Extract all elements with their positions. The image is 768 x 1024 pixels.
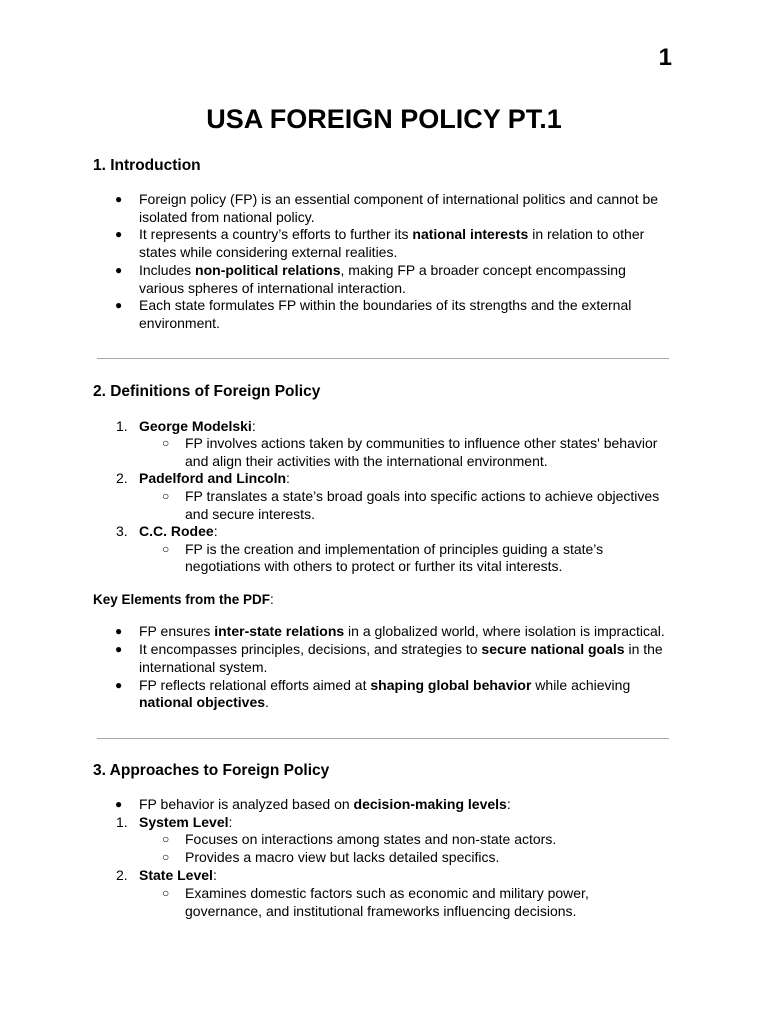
section-heading-definitions: 2. Definitions of Foreign Policy — [93, 383, 321, 400]
definition-3-line-2: negotiations with others to protect or further its vital interests. — [185, 558, 563, 574]
text-run: : — [270, 592, 274, 607]
author-name: C.C. Rodee — [139, 523, 214, 539]
text-run: in the — [624, 641, 663, 657]
section-heading-introduction: 1. Introduction — [93, 157, 201, 174]
text-run: : — [212, 867, 217, 883]
text-run: : — [251, 418, 256, 434]
text-run: FP behavior is analyzed based on — [139, 796, 354, 812]
bold-term: secure national goals — [481, 641, 625, 657]
bold-term: shaping global behavior — [370, 677, 532, 693]
bold-term: non-political relations — [195, 262, 341, 278]
intro-bullet-1-line-2: isolated from national policy. — [139, 209, 315, 225]
circle-marker: ○ — [162, 542, 170, 556]
intro-bullet-1-line-1: Foreign policy (FP) is an essential component of international politics and cannot be — [139, 191, 659, 207]
text-run: : — [506, 796, 511, 812]
list-number: 1. — [116, 814, 128, 830]
bullet-marker: ● — [115, 797, 123, 811]
list-number: 2. — [116, 867, 128, 883]
text-run: in relation to other — [528, 226, 645, 242]
key-element-1 — [139, 623, 665, 641]
list-number: 2. — [116, 470, 128, 486]
intro-bullet-3-line-2: various spheres of international interaction. — [139, 280, 406, 296]
bold-term: inter-state relations — [214, 623, 345, 639]
list-number: 1. — [116, 418, 128, 434]
bold-term: decision-making levels — [353, 796, 507, 812]
text-run: FP reflects relational efforts aimed at — [139, 677, 371, 693]
key-element-2-line-2: international system. — [139, 659, 268, 675]
bullet-marker: ● — [115, 678, 123, 692]
circle-marker: ○ — [162, 489, 170, 503]
key-element-3-line-1 — [139, 677, 630, 695]
definition-1-line-1: FP involves actions taken by communities to influence other states' behavior — [185, 435, 658, 451]
text-run: It encompasses principles, decisions, and strategies to — [139, 641, 482, 657]
text-run: . — [265, 694, 269, 710]
bullet-marker: ● — [115, 624, 123, 638]
intro-bullet-2-line-1 — [139, 226, 644, 244]
bullet-marker: ● — [115, 642, 123, 656]
bullet-marker: ● — [115, 227, 123, 241]
definition-1-line-2: and align their activities with the international environment. — [185, 453, 548, 469]
system-level-point-2: Provides a macro view but lacks detailed specifics. — [185, 849, 500, 865]
section-divider — [97, 738, 669, 739]
state-level-point-1-line-1: Examines domestic factors such as economic and military power, — [185, 885, 589, 901]
text-run: in a globalized world, where isolation is impractical. — [344, 623, 665, 639]
definition-2-line-1: FP translates a state’s broad goals into specific actions to achieve objectives — [185, 488, 660, 504]
text-run: , making FP a broader concept encompassing — [340, 262, 626, 278]
author-name: Padelford and Lincoln — [139, 470, 287, 486]
author-name: George Modelski — [139, 418, 252, 434]
section-heading-approaches: 3. Approaches to Foreign Policy — [93, 762, 330, 779]
key-element-2-line-1 — [139, 641, 663, 659]
definition-1-author — [139, 418, 256, 436]
circle-marker: ○ — [162, 850, 170, 864]
bullet-marker: ● — [115, 298, 123, 312]
text-run: FP ensures — [139, 623, 215, 639]
key-elements-label — [93, 591, 274, 608]
definition-2-line-2: and secure interests. — [185, 506, 315, 522]
intro-bullet-4-line-1: Each state formulates FP within the boundaries of its strengths and the external — [139, 297, 632, 313]
definition-2-author — [139, 470, 290, 488]
definition-3-line-1: FP is the creation and implementation of principles guiding a state’s — [185, 541, 604, 557]
definition-3-author — [139, 523, 218, 541]
state-level-point-1-line-2: governance, and institutional frameworks influencing decisions. — [185, 903, 577, 919]
key-elements-title: Key Elements from the PDF — [93, 592, 271, 607]
bold-term: national interests — [412, 226, 529, 242]
bullet-marker: ● — [115, 192, 123, 206]
text-run: : — [213, 523, 218, 539]
list-number: 3. — [116, 523, 128, 539]
intro-bullet-3-line-1 — [139, 262, 626, 280]
page-number: 1 — [658, 44, 672, 71]
document-title: USA FOREIGN POLICY PT.1 — [206, 104, 562, 134]
system-level-point-1: Focuses on interactions among states and non-state actors. — [185, 831, 557, 847]
system-level-label — [139, 814, 232, 832]
circle-marker: ○ — [162, 832, 170, 846]
text-run: : — [286, 470, 290, 486]
circle-marker: ○ — [162, 436, 170, 450]
approaches-intro — [139, 796, 511, 814]
bold-term: national objectives — [139, 694, 266, 710]
bullet-marker: ● — [115, 263, 123, 277]
section-divider — [97, 358, 669, 359]
level-name: State Level — [139, 867, 213, 883]
text-run: while achieving — [531, 677, 631, 693]
circle-marker: ○ — [162, 886, 170, 900]
level-name: System Level — [139, 814, 229, 830]
text-run: : — [228, 814, 233, 830]
intro-bullet-2-line-2: states while considering external realities. — [139, 244, 398, 260]
key-element-3-line-2 — [139, 694, 269, 712]
text-run: It represents a country’s efforts to further its — [139, 226, 413, 242]
text-run: Includes — [139, 262, 196, 278]
state-level-label — [139, 867, 217, 885]
intro-bullet-4-line-2: environment. — [139, 315, 220, 331]
